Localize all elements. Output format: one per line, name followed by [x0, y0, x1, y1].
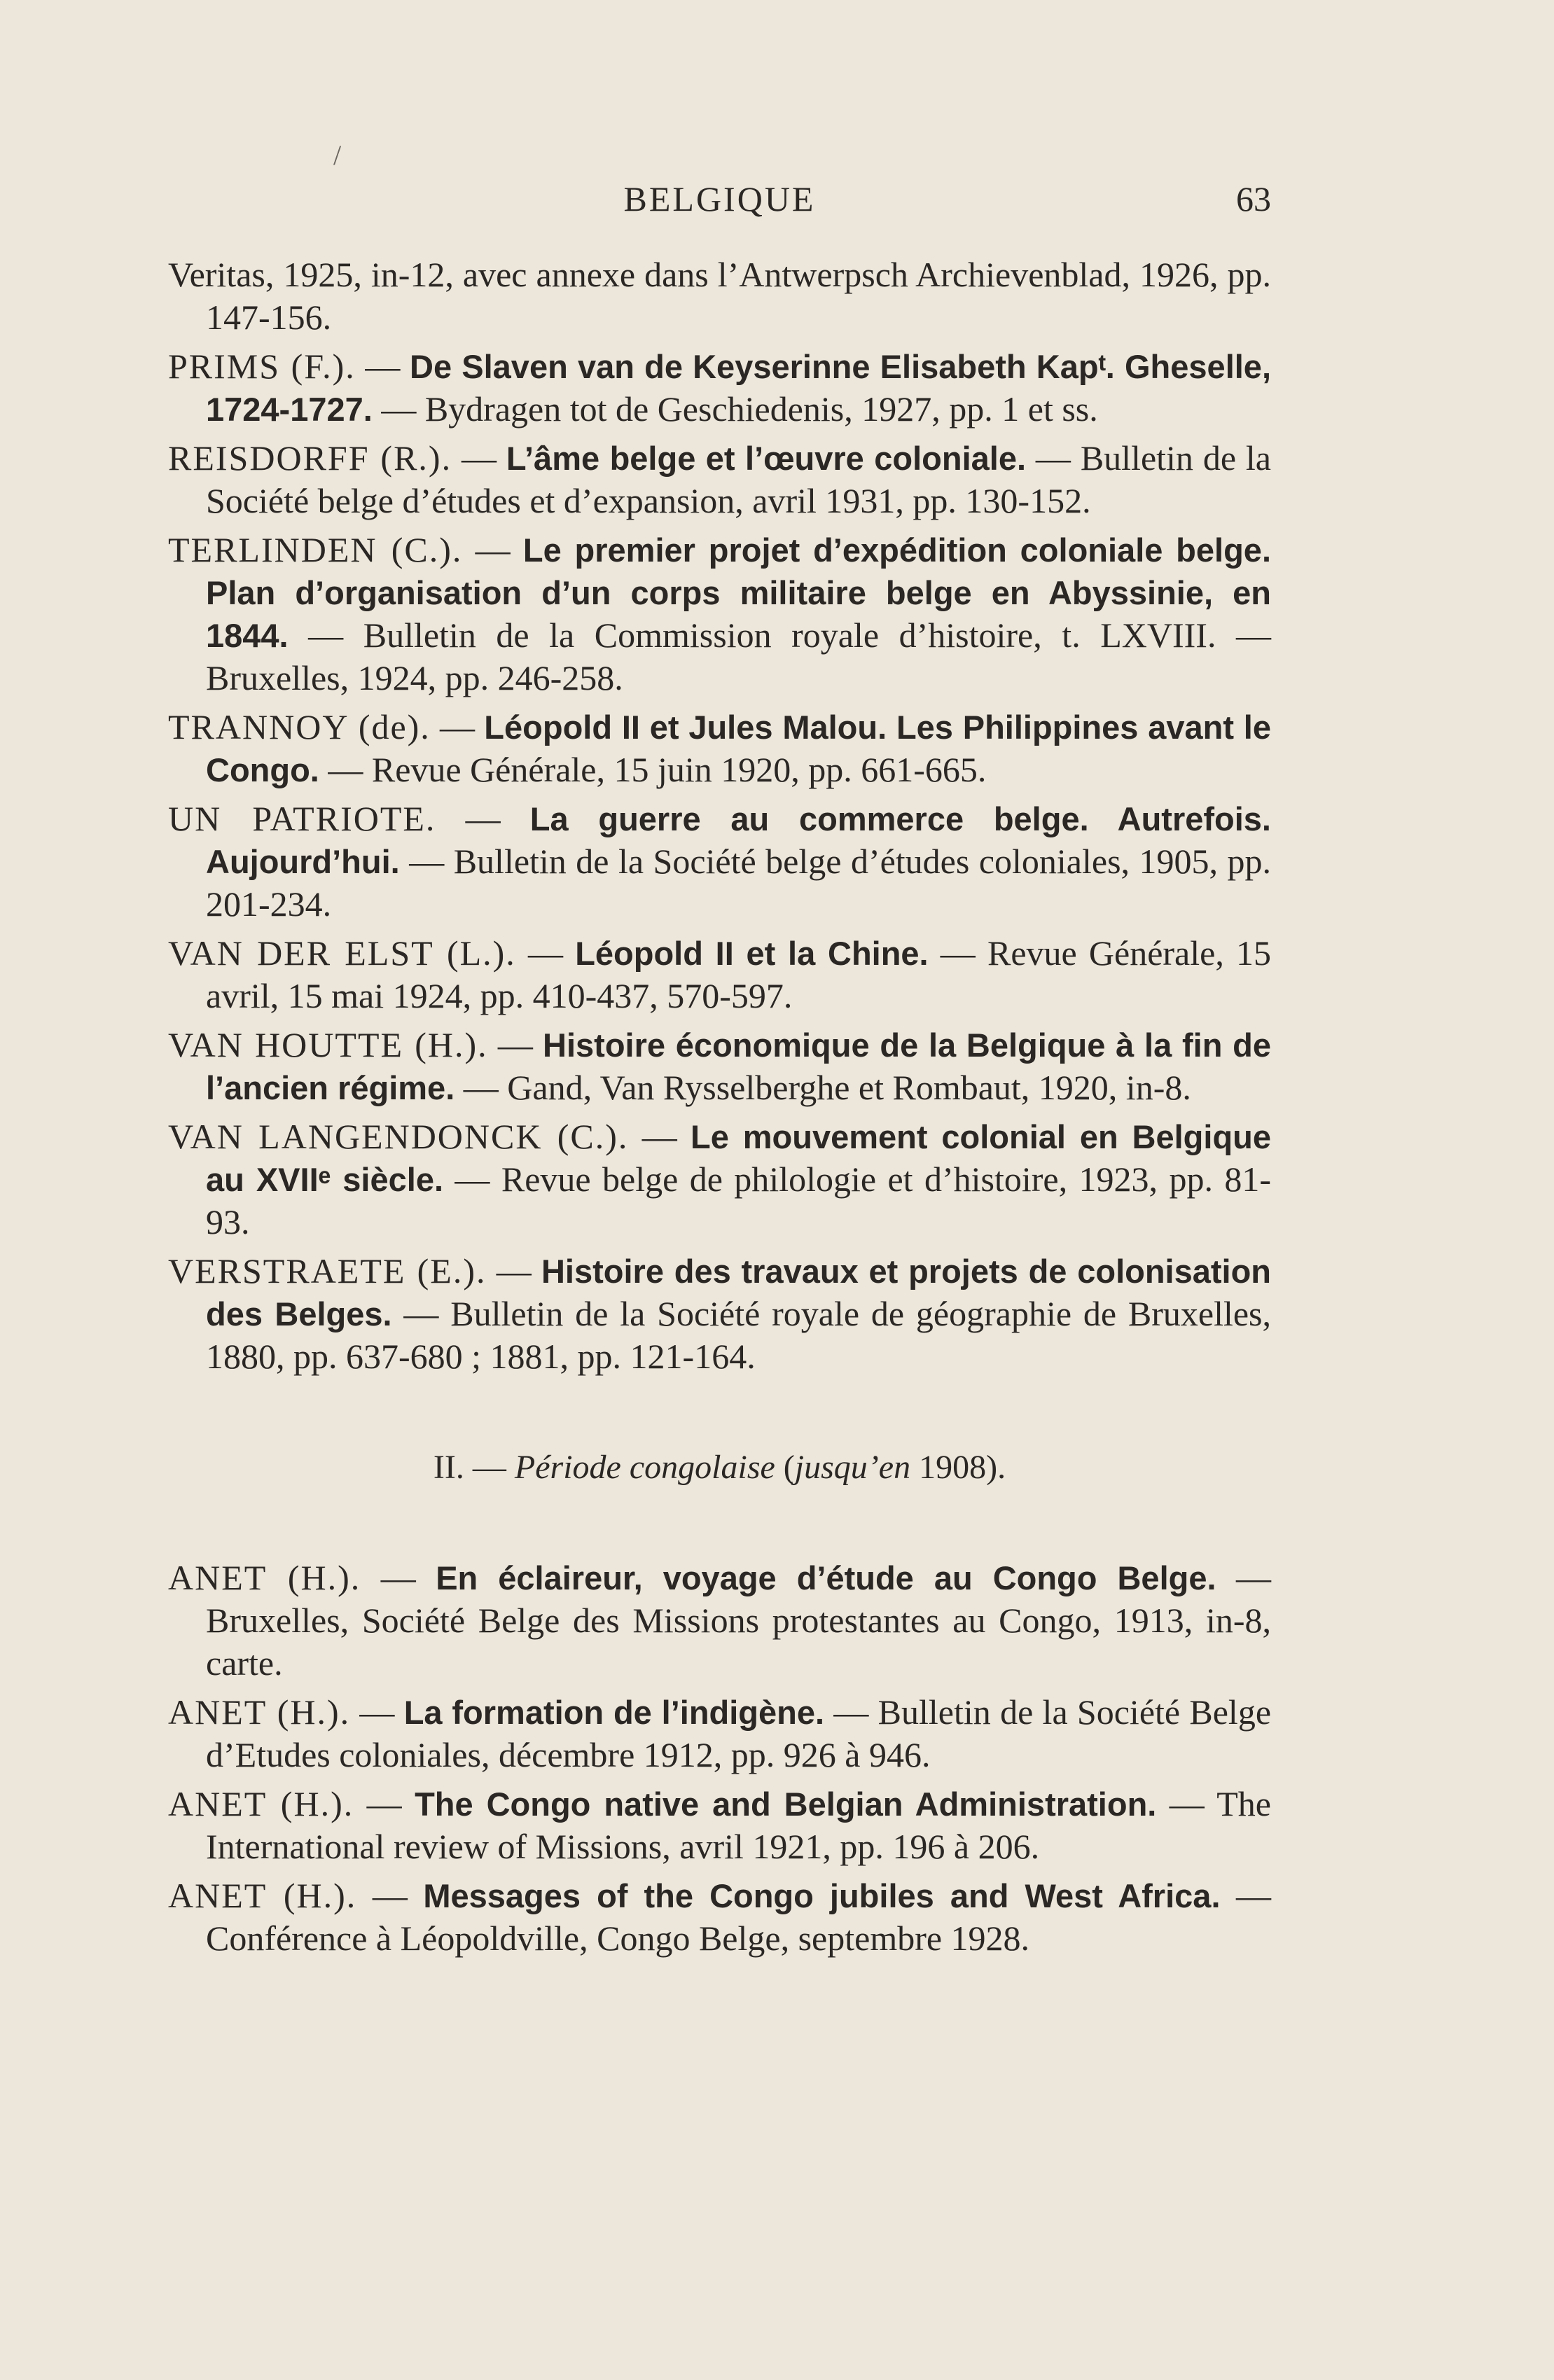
- entry-title: Histoire économique de la Belgique à la fin de l’ancien régime.: [206, 1027, 1272, 1106]
- entry-details: Bulletin de la Société belge d’études et d’expansion, avril 1931, pp. 130-152.: [206, 438, 1271, 520]
- entry-title: The Congo native and Belgian Administration.: [415, 1786, 1157, 1823]
- section-title: Période congolaise: [514, 1449, 775, 1486]
- entry-details: Veritas, 1925, in-12, avec annexe dans l’Antwerpsch Archievenblad, 1926, pp. 147-156.: [168, 255, 1271, 337]
- entry-details: Bulletin de la Société royale de géographie de Bruxelles, 1880, pp. 637-680 ; 1881, pp. 121-164.: [206, 1294, 1272, 1376]
- bibliography-entry: ANET (H.). — La formation de l’indigène. — Bulletin de la Société Belge d’Etudes coloniales, décembre 1912, pp. 926 à 946.: [168, 1692, 1272, 1774]
- entries-top: [168, 253, 1271, 1378]
- bibliography-entry: TRANNOY (de). — Léopold II et Jules Malou. Les Philippines avant le Congo. — Revue Générale, 15 juin 1920, pp. 661-665.: [168, 707, 1271, 789]
- entry-author: VAN DER ELST (L.).: [168, 933, 516, 973]
- entry-title: Histoire des travaux et projets de colonisation des Belges.: [206, 1253, 1272, 1332]
- entry-title: En éclaireur, voyage d’étude au Congo Belge.: [436, 1559, 1216, 1596]
- entry-author: REISDORFF (R.).: [168, 438, 452, 478]
- entry-title: La guerre au commerce belge. Autrefois. Aujourd’hui.: [206, 800, 1271, 880]
- entry-details: Revue belge de philologie et d’histoire, 1923, pp. 81-93.: [206, 1160, 1272, 1241]
- page-number: 63: [1236, 179, 1271, 218]
- entry-author: VERSTRAETE (E.).: [168, 1251, 487, 1290]
- bibliography-entry: ANET (H.). — The Congo native and Belgian Administration. — The International review of Missions, avril 1921, pp. 196 à 206.: [168, 1784, 1271, 1866]
- bibliography-entry: REISDORFF (R.). — L’âme belge et l’œuvre coloniale. — Bulletin de la Société belge d’études et d’expansion, avril 1931, pp. 130-152.: [168, 438, 1271, 520]
- entry-title: Le premier projet d’expédition coloniale belge. Plan d’organisation d’un corps militaire belge en Abyssinie, en 1844.: [206, 531, 1271, 654]
- bibliography-entry: VAN HOUTTE (H.). — Histoire économique de la Belgique à la fin de l’ancien régime. — Gand, Van Rysselberghe et Rombaut, 1920, in-8.: [168, 1025, 1272, 1107]
- bibliography-entry: ANET (H.). — En éclaireur, voyage d’étude au Congo Belge. — Bruxelles, Société Belge des Missions protestantes au Congo, 1913, in-8, carte.: [168, 1558, 1272, 1683]
- bibliography-entry: VERSTRAETE (E.). — Histoire des travaux et projets de colonisation des Belges. — Bulletin de la Société royale de géographie de Bruxelles, 1880, pp. 637-680 ; 1881, pp. 121-164.: [168, 1251, 1272, 1376]
- bibliography-entry: ANET (H.). — Messages of the Congo jubiles and West Africa. — Conférence à Léopoldville, Congo Belge, septembre 1928.: [168, 1876, 1272, 1958]
- stray-mark: /: [333, 139, 342, 171]
- entry-author: UN PATRIOTE.: [168, 799, 436, 838]
- entry-title: Léopold II et Jules Malou. Les Philippines avant le Congo.: [206, 709, 1271, 788]
- entry-details: Revue Générale, 15 avril, 15 mai 1924, pp. 410-437, 570-597.: [206, 933, 1272, 1015]
- entry-details: The International review of Missions, avril 1921, pp. 196 à 206.: [206, 1784, 1271, 1866]
- entry-author: PRIMS (F.).: [168, 347, 356, 386]
- bibliography-entry: PRIMS (F.). — De Slaven van de Keyserinne Elisabeth Kapᵗ. Gheselle, 1724-1727. — Bydragen tot de Geschiedenis, 1927, pp. 1 et ss.: [168, 347, 1272, 429]
- entry-details: Revue Générale, 15 juin 1920, pp. 661-665.: [371, 750, 987, 789]
- bibliography-entry: VAN DER ELST (L.). — Léopold II et la Chine. — Revue Générale, 15 avril, 15 mai 1924, pp. 410-437, 570-597.: [168, 933, 1272, 1015]
- section-year: 1908).: [910, 1449, 1006, 1486]
- entry-details: Bruxelles, Société Belge des Missions protestantes au Congo, 1913, in-8, carte.: [206, 1601, 1271, 1683]
- section-paren: (: [775, 1449, 795, 1486]
- bibliography: [168, 253, 1271, 1966]
- entry-title: L’âme belge et l’œuvre coloniale.: [506, 440, 1027, 477]
- entry-author: ANET (H.).: [168, 1558, 361, 1597]
- entry-author: ANET (H.).: [168, 1784, 354, 1823]
- entry-details: Bulletin de la Société belge d’études coloniales, 1905, pp. 201-234.: [206, 842, 1271, 924]
- entry-title: Messages of the Congo jubiles and West Africa.: [423, 1877, 1221, 1914]
- entry-author: TERLINDEN (C.).: [168, 530, 463, 569]
- section-prefix: II. —: [433, 1449, 515, 1486]
- entry-details: Bydragen tot de Geschiedenis, 1927, pp. 1 et ss.: [424, 389, 1098, 429]
- entries-bottom: [168, 1557, 1271, 1960]
- entry-details: Bulletin de la Société Belge d’Etudes coloniales, décembre 1912, pp. 926 à 946.: [206, 1692, 1272, 1774]
- section-heading: [168, 1448, 1271, 1487]
- bibliography-entry: [168, 253, 1271, 339]
- entry-author: VAN LANGENDONCK (C.).: [168, 1117, 629, 1156]
- section-qualifier: jusqu’en: [794, 1449, 911, 1486]
- entry-title: La formation de l’indigène.: [403, 1694, 825, 1731]
- entry-author: ANET (H.).: [168, 1692, 351, 1732]
- entry-author: VAN HOUTTE (H.).: [168, 1025, 488, 1064]
- bibliography-entry: UN PATRIOTE. — La guerre au commerce belge. Autrefois. Aujourd’hui. — Bulletin de la Société belge d’études coloniales, 1905, pp. 201-234.: [168, 799, 1271, 924]
- entry-author: TRANNOY (de).: [168, 707, 431, 746]
- bibliography-entry: VAN LANGENDONCK (C.). — Le mouvement colonial en Belgique au XVIIᵉ siècle. — Revue belge de philologie et d’histoire, 1923, pp. 81-93.: [168, 1117, 1272, 1241]
- entry-details: Gand, Van Rysselberghe et Rombaut, 1920, in-8.: [507, 1068, 1191, 1107]
- entry-title: De Slaven van de Keyserinne Elisabeth Kapᵗ. Gheselle, 1724-1727.: [206, 348, 1272, 428]
- entry-details: Conférence à Léopoldville, Congo Belge, septembre 1928.: [206, 1919, 1030, 1958]
- entry-details: Bulletin de la Commission royale d’histoire, t. LXVIII. — Bruxelles, 1924, pp. 246-258.: [206, 615, 1272, 697]
- running-head: [168, 179, 1271, 228]
- entry-title: Léopold II et la Chine.: [575, 935, 929, 972]
- entry-author: ANET (H.).: [168, 1876, 357, 1915]
- running-title: BELGIQUE: [623, 179, 816, 218]
- bibliography-entry: TERLINDEN (C.). — Le premier projet d’expédition coloniale belge. Plan d’organisation d’un corps militaire belge en Abyssinie, en 1844. — Bulletin de la Commission royale d’histoire, t. LXVIII. — Bruxelles, 1924, pp. 246-258.: [168, 530, 1272, 697]
- entry-title: Le mouvement colonial en Belgique au XVIIᵉ siècle.: [206, 1118, 1271, 1198]
